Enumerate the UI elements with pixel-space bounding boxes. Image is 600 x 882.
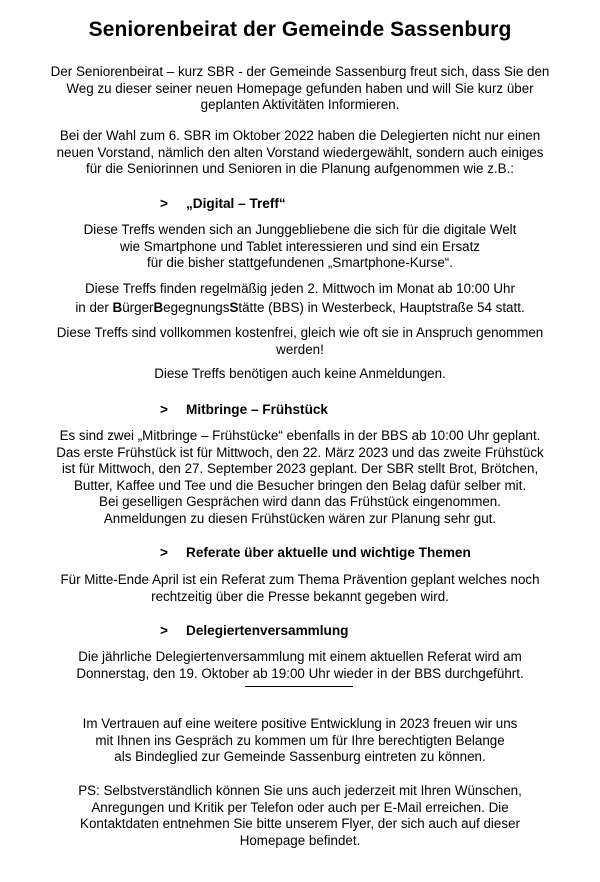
digital-paragraph-2 (20, 279, 580, 317)
wahl-line: neuen Vorstand, nämlich den alten Vorstand wiedergewählt, sondern auch einiges (56, 144, 544, 160)
vertrauen-line: Im Vertrauen auf eine weitere positive Entwicklung in 2023 freuen wir uns (82, 716, 518, 731)
ps-line: Homepage befindet. (239, 832, 361, 848)
vertrauen-paragraph (20, 716, 580, 766)
referate-line: rechtzeitig über die Presse bekannt gegeben wird. (151, 588, 449, 604)
text: egegnungs (163, 300, 230, 315)
bold-initial: S (229, 300, 239, 315)
fruehstueck-line: ist für Mittwoch, den 27. September 2023 geplant. Der SBR stellt Brot, Brötchen, (61, 461, 539, 477)
digital-line: werden! (276, 341, 324, 357)
delegierte-line: Donnerstag, den 19. Oktober ab 19:00 Uhr wieder in der BBS durchgeführt. (76, 665, 524, 681)
bold-initial: B (112, 300, 123, 315)
text: ürger (122, 300, 154, 315)
digital-paragraph-3 (20, 325, 580, 358)
referate-paragraph (20, 572, 580, 605)
digital-line: für die bisher stattgefundenen „Smartphone-Kurse“. (147, 255, 453, 271)
digital-line: Diese Treffs sind vollkommen kostenfrei, gleich wie oft sie in Anspruch genommen (56, 325, 544, 340)
heading-mitbringe-fruehstueck (160, 402, 328, 417)
fruehstueck-paragraph (20, 428, 580, 528)
intro-paragraph (20, 64, 580, 114)
separator-line (245, 686, 353, 687)
digital-line: Diese Treffs finden regelmäßig jeden 2. Mittwoch im Monat ab 10:00 Uhr (85, 281, 515, 296)
delegierte-line: Die jährliche Delegiertenversammlung mit einem aktuellen Referat wird am (78, 649, 522, 664)
intro-line: geplanten Aktivitäten Informieren. (200, 97, 400, 113)
fruehstueck-line: Butter, Kaffee und Tee und die Besucher bringen den Belag dafür selber mit. (73, 477, 527, 493)
heading-text: „Digital – Treff“ (186, 196, 286, 211)
heading-text: Referate über aktuelle und wichtige Themen (186, 545, 471, 560)
heading-text: Delegiertenversammlung (186, 623, 349, 638)
vertrauen-line: mit Ihnen ins Gespräch zu kommen um für Ihre berechtigten Belange (95, 732, 505, 748)
heading-referate (160, 545, 471, 560)
referate-line: Für Mitte-Ende April ist ein Referat zum Thema Prävention geplant welches noch (60, 572, 540, 587)
page-title: Seniorenbeirat der Gemeinde Sassenburg (88, 18, 512, 41)
bullet-arrow: > (160, 196, 168, 211)
fruehstueck-line: Es sind zwei „Mitbringe – Frühstücke“ ebenfalls in der BBS ab 10:00 Uhr geplant. (59, 428, 541, 443)
ps-line: PS: Selbstverständlich können Sie uns auch jederzeit mit Ihren Wünschen, (78, 783, 522, 798)
intro-line: Weg zu dieser seiner neuen Homepage gefunden haben und will Sie kurz über (66, 80, 534, 96)
heading-digital-treff (160, 196, 286, 211)
delegierte-paragraph (20, 649, 580, 682)
digital-line: Diese Treffs wenden sich an Junggebliebene die sich für die digitale Welt (83, 222, 517, 237)
wahl-paragraph (20, 128, 580, 178)
ps-line: Kontaktdaten entnehmen Sie bitte unserem Flyer, der sich auch auf dieser (80, 816, 520, 832)
bbs-line (20, 298, 580, 317)
fruehstueck-line: Anmeldungen zu diesen Frühstücken wären zur Planung sehr gut. (103, 510, 497, 526)
fruehstueck-line: Bei geselligen Gesprächen wird dann das Frühstück eingenommen. (99, 494, 501, 510)
wahl-line: Bei der Wahl zum 6. SBR im Oktober 2022 haben die Delegierten nicht nur einen (59, 128, 541, 143)
heading-delegiertenversammlung (160, 623, 348, 638)
digital-paragraph-4: Diese Treffs benötigen auch keine Anmeldungen. (154, 366, 446, 381)
intro-line: Der Seniorenbeirat – kurz SBR - der Gemeinde Sassenburg freut sich, dass Sie den (50, 64, 550, 79)
digital-paragraph-1 (20, 222, 580, 272)
digital-line: wie Smartphone und Tablet interessieren und sind ein Ersatz (119, 238, 481, 254)
fruehstueck-line: Das erste Frühstück ist für Mittwoch, den 22. März 2023 und das zweite Frühstück (56, 444, 544, 460)
ps-line: Anregungen und Kritik per Telefon oder auch per E-Mail erreichen. Die (91, 799, 509, 815)
bullet-arrow: > (160, 623, 168, 638)
text: in der (75, 300, 113, 315)
ps-paragraph (20, 783, 580, 849)
text: tätte (BBS) in Westerbeck, Hauptstraße 54 statt. (238, 300, 525, 315)
wahl-line: für die Seniorinnen und Senioren in die Planung aufgenommen wie z.B.: (85, 161, 515, 177)
vertrauen-line: als Bindeglied zur Gemeinde Sassenburg eintreten zu können. (114, 749, 486, 765)
bold-initial: B (153, 300, 164, 315)
bullet-arrow: > (160, 545, 168, 560)
bullet-arrow: > (160, 402, 168, 417)
heading-text: Mitbringe – Frühstück (186, 402, 328, 417)
